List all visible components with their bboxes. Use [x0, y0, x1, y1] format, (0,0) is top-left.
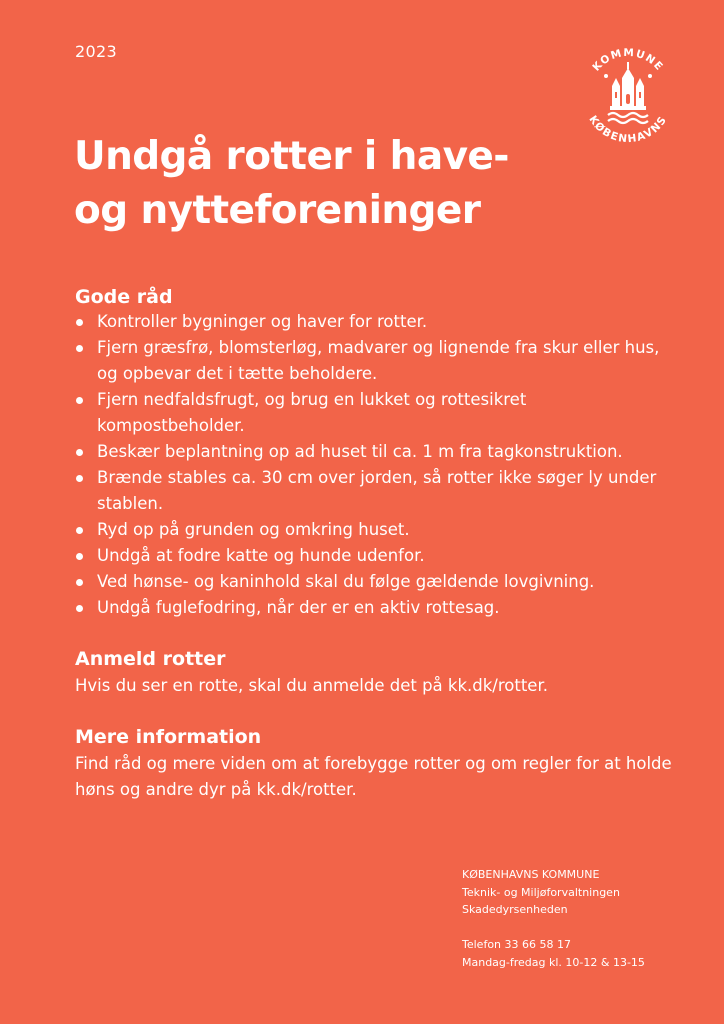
report-text: Hvis du ser en rotte, skal du anmelde det på kk.dk/rotter. [75, 676, 548, 695]
info-text: Find råd og mere viden om at forebygge rotter og om regler for at holde høns og andre dyr på kk.dk/rotter. [75, 754, 672, 799]
list-item: Fjern græsfrø, blomsterløg, madvarer og lignende fra skur eller hus, og opbevar det i tætte beholdere. [75, 335, 675, 387]
list-item: Fjern nedfaldsfrugt, og brug en lukket og rottesikret kompostbeholder. [75, 387, 675, 439]
info-heading: Mere information [75, 726, 262, 748]
footer-phone: Telefon 33 66 58 17 [462, 938, 571, 951]
kobenhavns-kommune-logo [570, 36, 686, 152]
list-item: Ved hønse- og kaninhold skal du følge gældende lovgivning. [75, 569, 675, 595]
list-item: Undgå at fodre katte og hunde udenfor. [75, 543, 675, 569]
copenhagen-castle-emblem-icon [570, 36, 686, 152]
report-heading: Anmeld rotter [75, 648, 226, 670]
info-section [75, 725, 675, 803]
footer-org: KØBENHAVNS KOMMUNE [462, 868, 600, 881]
advice-heading: Gode råd [75, 286, 173, 308]
list-item: Undgå fuglefodring, når der er en aktiv rottesag. [75, 595, 675, 621]
footer-department: Teknik- og Miljøforvaltningen [462, 885, 620, 899]
list-item: Beskær beplantning op ad huset til ca. 1 m fra tagkonstruktion. [75, 439, 675, 465]
page-title [74, 130, 509, 238]
contact-footer [462, 866, 645, 971]
svg-text:KOMMUNE: KOMMUNE [590, 46, 666, 74]
list-item: Ryd op på grunden og omkring huset. [75, 517, 675, 543]
advice-list [75, 309, 675, 621]
list-item: Kontroller bygninger og haver for rotter. [75, 309, 675, 335]
year-label: 2023 [75, 42, 117, 61]
main-content [75, 285, 675, 803]
footer-unit: Skadedyrsenheden [462, 903, 568, 916]
title-line-2: og nytteforeninger [74, 188, 481, 233]
svg-text:KØBENHAVNS: KØBENHAVNS [586, 113, 670, 146]
report-section [75, 647, 675, 699]
footer-hours: Mandag-fredag kl. 10-12 & 13-15 [462, 955, 645, 969]
list-item: Brænde stables ca. 30 cm over jorden, så rotter ikke søger ly under stablen. [75, 465, 675, 517]
title-line-1: Undgå rotter i have- [74, 134, 509, 179]
